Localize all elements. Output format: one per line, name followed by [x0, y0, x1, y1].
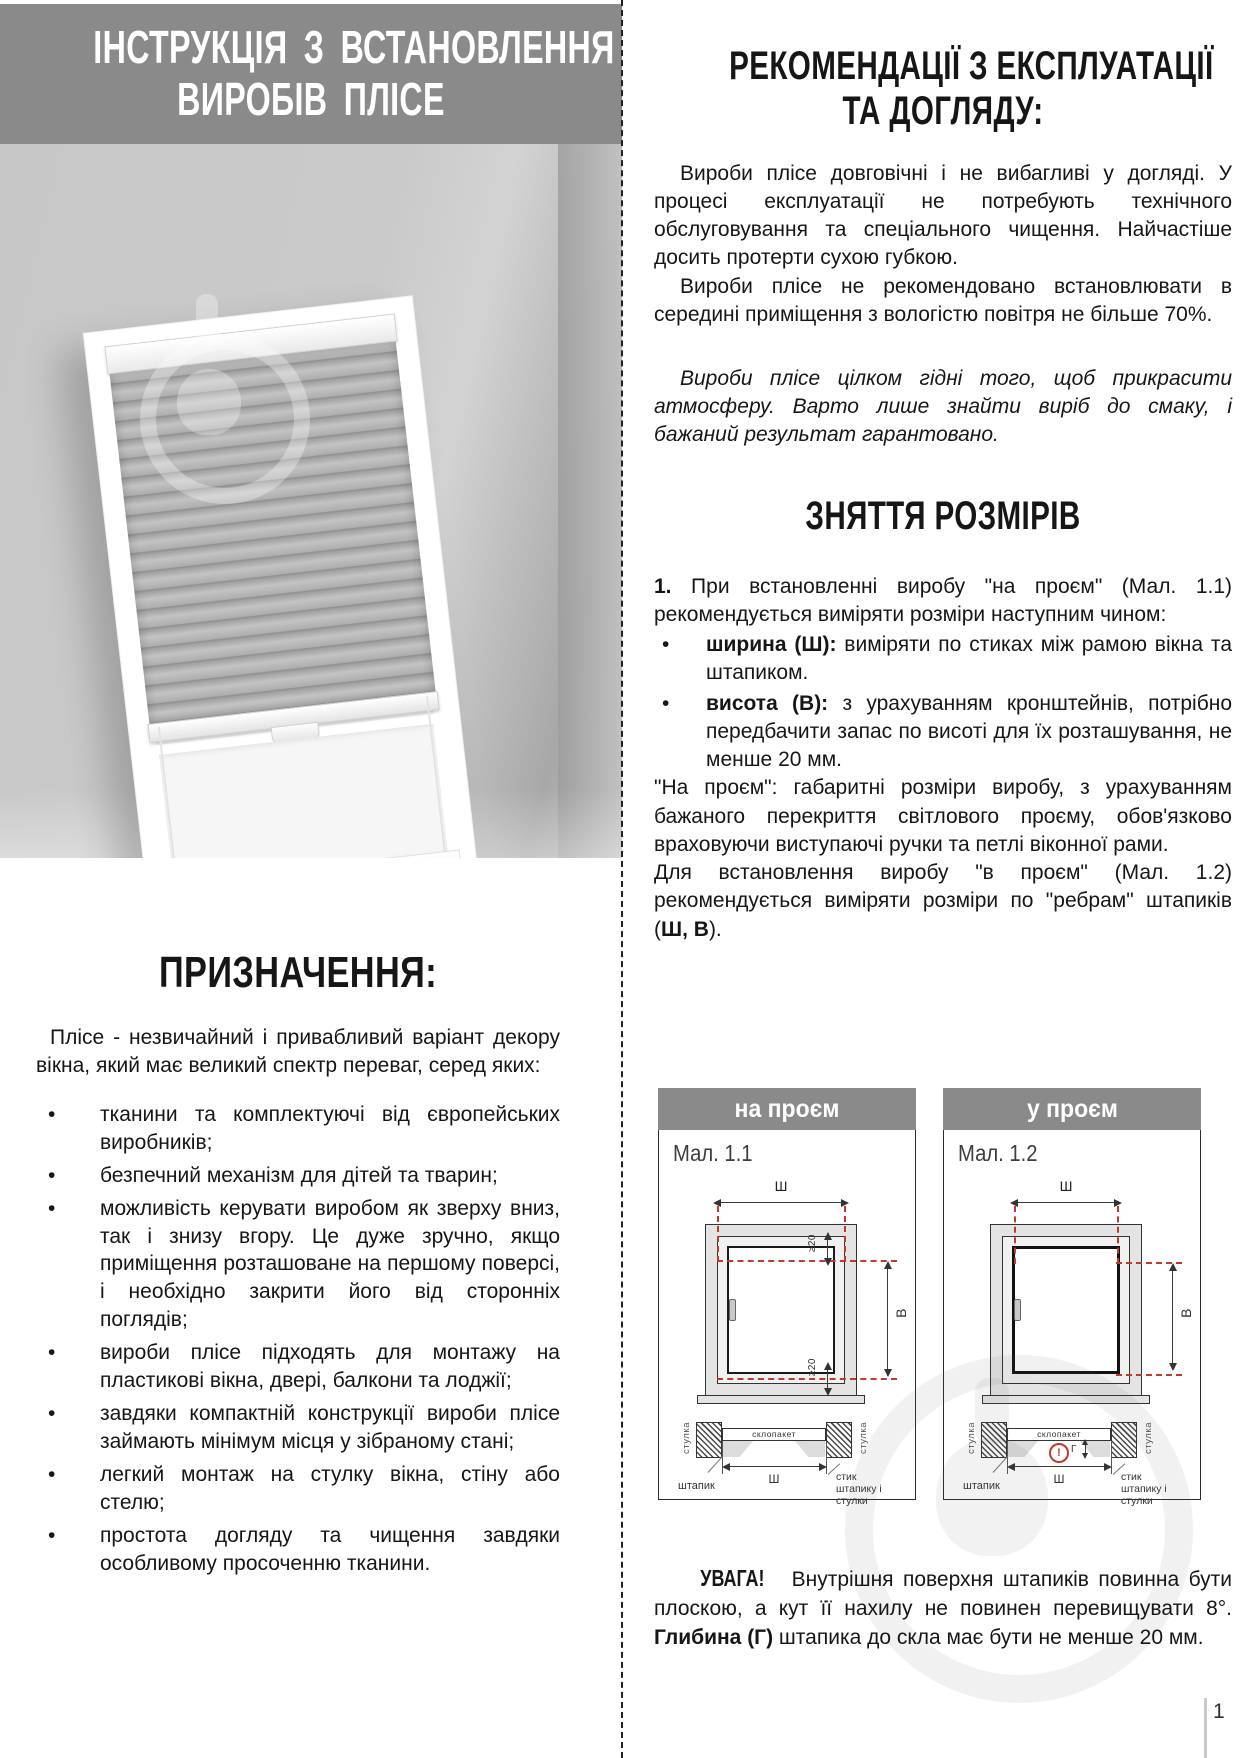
cs-bead-label: штапик	[678, 1480, 715, 1492]
list-item	[36, 1162, 560, 1190]
window-sash-glass	[1012, 1246, 1120, 1374]
arrow-right-icon	[1104, 1463, 1112, 1471]
attention-text-2: штапика до скла має бути не менше 20 мм.	[773, 1625, 1204, 1649]
height-dim-label: В	[893, 1308, 909, 1318]
window-drawing	[990, 1224, 1142, 1396]
bullet-marker: •	[48, 1341, 56, 1365]
arrow-up-icon	[824, 1232, 832, 1240]
diagram-1-header	[658, 1088, 916, 1130]
attention-text-1: Внутрішня поверхня штапиків повинна бути плоскою, а кут її нахилу не повинен перевищувати 8°.	[654, 1568, 1232, 1620]
list-item-text: завдяки компактній конструкції вироби плісе займають мінімум місця у зібраному стані;	[100, 1402, 560, 1453]
bead-right	[795, 1441, 825, 1457]
window-drawing	[705, 1224, 857, 1396]
watermark-logo-drop	[936, 1438, 1048, 1556]
bullet-marker: •	[48, 1196, 56, 1220]
window-sill	[697, 1395, 865, 1404]
sash-hatch-left	[696, 1422, 722, 1458]
measuring-title: ЗНЯТТЯ РОЗМІРІВ	[805, 493, 1081, 538]
arrow-down-icon	[824, 1388, 832, 1396]
bullet-text	[706, 631, 1232, 687]
height-dim-line	[1172, 1266, 1173, 1370]
list-item	[36, 1522, 560, 1578]
bullet-marker: •	[48, 1523, 56, 1547]
cs-joint-label: стик штапику і стулки	[1121, 1471, 1167, 1507]
red-dash-bottom	[1116, 1374, 1182, 1376]
arrow-right-icon	[819, 1463, 827, 1471]
care-title-line2: ТА ДОГЛЯДУ:	[842, 88, 1044, 133]
p3-dims: Ш, В	[661, 917, 709, 941]
diagram-na-proem	[658, 1088, 916, 1507]
diagram-2-header-label: у проєм	[1026, 1095, 1118, 1123]
list-item	[36, 1339, 560, 1395]
diagram-1-body	[658, 1130, 916, 1507]
wall-recess-shading	[558, 144, 622, 858]
list-item	[36, 1400, 560, 1456]
window-sash-glass	[727, 1246, 835, 1377]
cs-sash-right-label: стулка	[1143, 1422, 1154, 1454]
purpose-title: ПРИЗНАЧЕННЯ:	[158, 948, 438, 997]
attention-paragraph	[654, 1563, 1232, 1653]
window-render	[83, 295, 486, 858]
watermark-logo-drop	[177, 369, 241, 435]
purpose-intro: Плісе - незвичайний і привабливий варіант декору вікна, який має великий спектр переваг, серед яких:	[36, 1026, 560, 1077]
care-title-line1: РЕКОМЕНДАЦІЇ З ЕКСПЛУАТАЦІЇ	[729, 44, 1214, 88]
list-item-text: можливість керувати виробом як зверху вниз, так і знизу вгору. Це дуже зручно, якщо приміщення розташоване на першому поверсі, і необхідно закрити його від сторонніх поглядів;	[100, 1196, 560, 1332]
height-dim-label: В	[1178, 1308, 1194, 1318]
right-column	[654, 44, 1232, 944]
cs-bead-label: штапик	[963, 1480, 1000, 1492]
red-dash-left	[717, 1206, 719, 1262]
watermark-logo-stem	[975, 1378, 1009, 1444]
window-handle	[729, 1299, 736, 1321]
arrow-left-icon	[722, 1463, 730, 1471]
list-item	[36, 1101, 560, 1157]
glazing-bar: склопакет	[1007, 1428, 1111, 1441]
cs-width-line	[725, 1466, 823, 1467]
red-dash-right	[1117, 1206, 1119, 1264]
list-item-text: легкий монтаж на стулку вікна, стіну або стелю;	[100, 1462, 560, 1514]
gap-top-label: ≥20	[807, 1234, 818, 1253]
watermark-logo-stem	[196, 294, 218, 346]
height-dim-line	[887, 1264, 888, 1376]
pleated-blind-fabric	[110, 341, 436, 723]
left-header-line1: ІНСТРУКЦІЯ З ВСТАНОВЛЕННЯ	[93, 21, 615, 74]
measuring-bullet-height	[654, 690, 1232, 775]
p3-post: ).	[708, 917, 722, 941]
bullet-marker: •	[48, 1462, 56, 1486]
bullet-marker: •	[48, 1402, 56, 1426]
width-dim-line	[1014, 1202, 1118, 1203]
list-item-text: тканини та комплектуючі від європейських виробників;	[100, 1102, 560, 1154]
diagram-1-header-label: на проєм	[734, 1095, 840, 1123]
arrow-down-icon	[824, 1258, 832, 1266]
warning-icon: !	[1049, 1443, 1069, 1463]
list-item	[36, 1195, 560, 1335]
column-divider	[621, 0, 623, 1758]
width-dim-label: Ш	[1059, 1178, 1073, 1194]
arrow-up-icon	[1169, 1263, 1177, 1271]
figure-label: Мал. 1.2	[958, 1140, 1038, 1166]
bead-left	[723, 1441, 753, 1457]
left-header-band	[0, 4, 622, 144]
left-header-line2: ВИРОБІВ ПЛІСЕ	[177, 73, 445, 125]
bullet-marker: •	[48, 1163, 56, 1187]
gap-bottom-label: ≥20	[807, 1358, 818, 1377]
cs-sash-left-label: стулка	[966, 1422, 977, 1454]
red-dash-bottom	[717, 1378, 897, 1380]
width-dim-label: Ш	[774, 1178, 788, 1194]
cs-width-label: Ш	[1053, 1472, 1065, 1486]
list-item-text: простота догляду та чищення завдяки особливому просоченню тканини.	[100, 1523, 560, 1575]
attention-depth-term: Глибина (Г)	[654, 1625, 774, 1649]
sash-hatch-right	[826, 1422, 852, 1458]
bullet-text	[706, 690, 1232, 775]
arrow-down-icon	[1082, 1453, 1088, 1459]
red-dash-top	[717, 1260, 897, 1262]
bead-leader-line	[708, 1456, 723, 1473]
purpose-section	[36, 948, 560, 1578]
arrow-down-icon	[884, 1369, 892, 1377]
cross-section	[678, 1422, 896, 1507]
window-handle	[1014, 1299, 1021, 1321]
measuring-bullet-width	[654, 631, 1232, 687]
p3-pre: Для встановлення виробу "в проєм" (Мал. 1.2) рекомендується виміряти розміри по "ребрам" штапиків (	[654, 861, 1232, 941]
step-number: 1.	[654, 574, 672, 598]
height-term: висота (В):	[706, 691, 829, 715]
red-dash-left	[1014, 1206, 1016, 1264]
cs-sash-right-label: стулка	[858, 1422, 869, 1454]
bullet-marker: •	[662, 633, 670, 657]
red-dash-right	[844, 1206, 846, 1262]
cs-joint-label: стик штапику і стулки	[836, 1471, 882, 1507]
diagram-2-header	[943, 1088, 1201, 1130]
list-item	[36, 1461, 560, 1517]
arrow-up-icon	[884, 1261, 892, 1269]
list-item-text: безпечний механізм для дітей та тварин;	[100, 1163, 498, 1187]
bullet-marker: •	[662, 691, 670, 715]
width-desc: виміряти по стиках між рамою вікна та штапиком.	[706, 633, 1232, 685]
figure-label: Мал. 1.1	[673, 1140, 753, 1166]
product-photo	[0, 144, 622, 858]
height-desc: з урахуванням кронштейнів, потрібно передбачити запас по висоті для їх розташування, не менше 20 мм.	[706, 691, 1232, 772]
cs-sash-left-label: стулка	[681, 1422, 692, 1454]
list-item-text: вироби плісе підходять для монтажу на пластикові вікна, двері, балкони та лоджії;	[100, 1341, 560, 1393]
measuring-paragraph-2: "На проєм": габаритні розміри виробу, з урахуванням бажаного перекриття світлового проєму, обов'язково враховуючи виступаючі ручки та петлі віконної рами.	[654, 776, 1232, 856]
width-term: ширина (Ш):	[706, 633, 837, 657]
page-number: 1	[1213, 1700, 1225, 1723]
bullet-marker: •	[48, 1102, 56, 1126]
arrow-up-icon	[824, 1362, 832, 1370]
sash-hatch-right	[1111, 1422, 1137, 1458]
arrow-up-icon	[1082, 1439, 1088, 1445]
care-paragraph-3: Вироби плісе цілком гідні того, щоб прикрасити атмосферу. Варто лише знайти виріб до смаку, і бажаний результат гарантовано.	[654, 367, 1232, 447]
page-number-rule	[1204, 1698, 1207, 1758]
care-paragraph-1: Вироби плісе довговічні і не вибагливі у догляді. У процесі експлуатації не потребують технічного обслуговування та спеціального чищення. Найчастіше досить протерти сухою губкою.	[654, 161, 1232, 270]
step-text: При встановленні виробу "на проєм" (Мал. 1.1) рекомендується виміряти розміри наступним чином:	[654, 574, 1232, 626]
cs-depth-label: Г	[1071, 1444, 1077, 1455]
window-glass-lower	[159, 724, 448, 858]
attention-label: УВАГА!	[700, 1565, 765, 1591]
width-dim-line	[717, 1202, 845, 1203]
measuring-paragraph-3	[654, 859, 1232, 944]
care-paragraph-2: Вироби плісе не рекомендовано встановлювати в середині приміщення з вологістю повітря не більше 70%.	[654, 274, 1232, 326]
purpose-bullet-list	[36, 1101, 560, 1578]
arrow-down-icon	[1169, 1363, 1177, 1371]
glazing-bar: склопакет	[722, 1428, 826, 1441]
cs-width-label: Ш	[768, 1472, 780, 1486]
measuring-step-1	[654, 573, 1232, 629]
